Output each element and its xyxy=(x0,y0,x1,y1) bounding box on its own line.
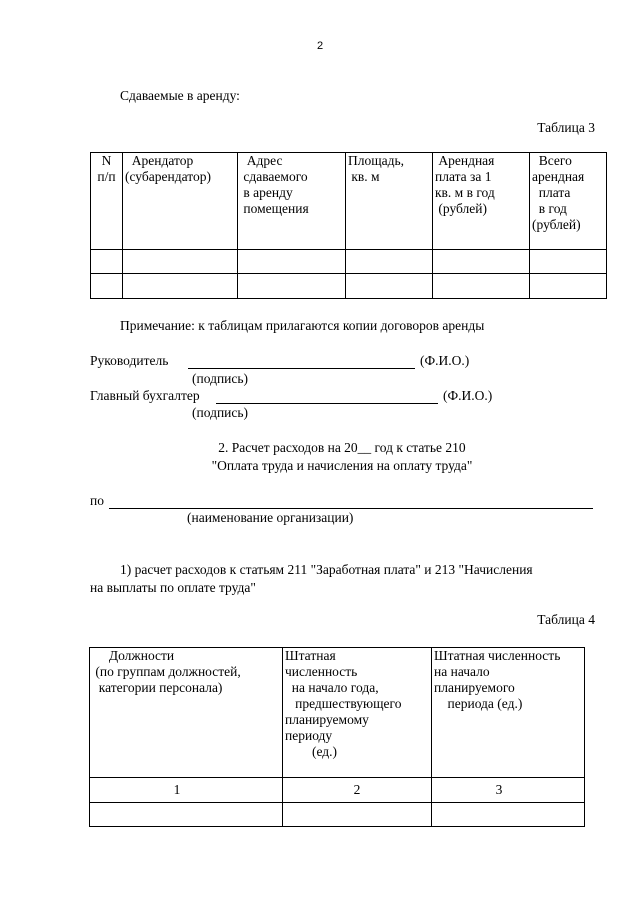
table-row xyxy=(91,274,607,299)
table-row xyxy=(91,250,607,274)
table-cell xyxy=(123,274,238,299)
table4-header-cell: Должности (по группам должностей, категории персонала) xyxy=(90,648,283,778)
organization-prefix: по xyxy=(90,493,104,508)
note-text: Примечание: к таблицам прилагаются копии договоров аренды xyxy=(120,318,485,333)
table4-number-cell: 3 xyxy=(432,778,585,803)
table-cell xyxy=(91,250,123,274)
table3-header-cell: Арендатор (субарендатор) xyxy=(123,153,238,250)
table-3 xyxy=(90,152,607,299)
table-cell xyxy=(346,250,433,274)
table4-header-cell: Штатная численность на начало планируемого периода (ед.) xyxy=(432,648,585,778)
table4-number-cell: 2 xyxy=(283,778,432,803)
table-cell xyxy=(432,803,585,827)
table-cell xyxy=(433,274,530,299)
table4-header-row xyxy=(90,648,585,778)
table3-header-cell: N п/п xyxy=(91,153,123,250)
section2-title-line1: 2. Расчет расходов на 20__ год к статье 210 xyxy=(218,440,466,455)
rent-heading: Сдаваемые в аренду: xyxy=(120,88,240,103)
table-cell xyxy=(433,250,530,274)
table-cell xyxy=(90,803,283,827)
head-signature-caption: (подпись) xyxy=(192,371,249,386)
table3-header-cell: Всего арендная плата в год (рублей) xyxy=(530,153,607,250)
accountant-signature-line xyxy=(216,403,438,404)
table-row xyxy=(90,803,585,827)
page-number: 2 xyxy=(316,40,324,52)
table-cell xyxy=(283,803,432,827)
section2-title-line2: "Оплата труда и начисления на оплату труда" xyxy=(211,458,473,473)
table4-number-cell: 1 xyxy=(90,778,283,803)
table-cell xyxy=(123,250,238,274)
paragraph1-line1: 1) расчет расходов к статьям 211 "Заработная плата" и 213 "Начисления xyxy=(120,562,533,577)
head-signature-label: Руководитель xyxy=(90,353,169,368)
accountant-signature-caption: (подпись) xyxy=(192,405,249,420)
accountant-signature-label: Главный бухгалтер xyxy=(90,388,200,403)
table3-header-cell: Адрес сдаваемого в аренду помещения xyxy=(238,153,346,250)
table-cell xyxy=(530,274,607,299)
accountant-name-suffix: (Ф.И.О.) xyxy=(443,388,493,403)
table3-header-row xyxy=(91,153,607,250)
table4-number-row xyxy=(90,778,585,803)
head-name-suffix: (Ф.И.О.) xyxy=(420,353,470,368)
organization-line xyxy=(109,508,593,509)
table3-header-cell: Арендная плата за 1 кв. м в год (рублей) xyxy=(433,153,530,250)
table-4 xyxy=(89,647,585,827)
table-cell xyxy=(238,274,346,299)
paragraph1-line2: на выплаты по оплате труда" xyxy=(90,580,256,595)
table-cell xyxy=(530,250,607,274)
organization-caption: (наименование организации) xyxy=(187,510,354,525)
table4-label: Таблица 4 xyxy=(537,612,595,627)
table-cell xyxy=(91,274,123,299)
table4-header-cell: Штатная численность на начало года, предшествующего планируемому периоду (ед.) xyxy=(283,648,432,778)
table3-header-cell: Площадь, кв. м xyxy=(346,153,433,250)
table-cell xyxy=(238,250,346,274)
table3-label: Таблица 3 xyxy=(537,120,595,135)
head-signature-line xyxy=(188,368,415,369)
table-cell xyxy=(346,274,433,299)
